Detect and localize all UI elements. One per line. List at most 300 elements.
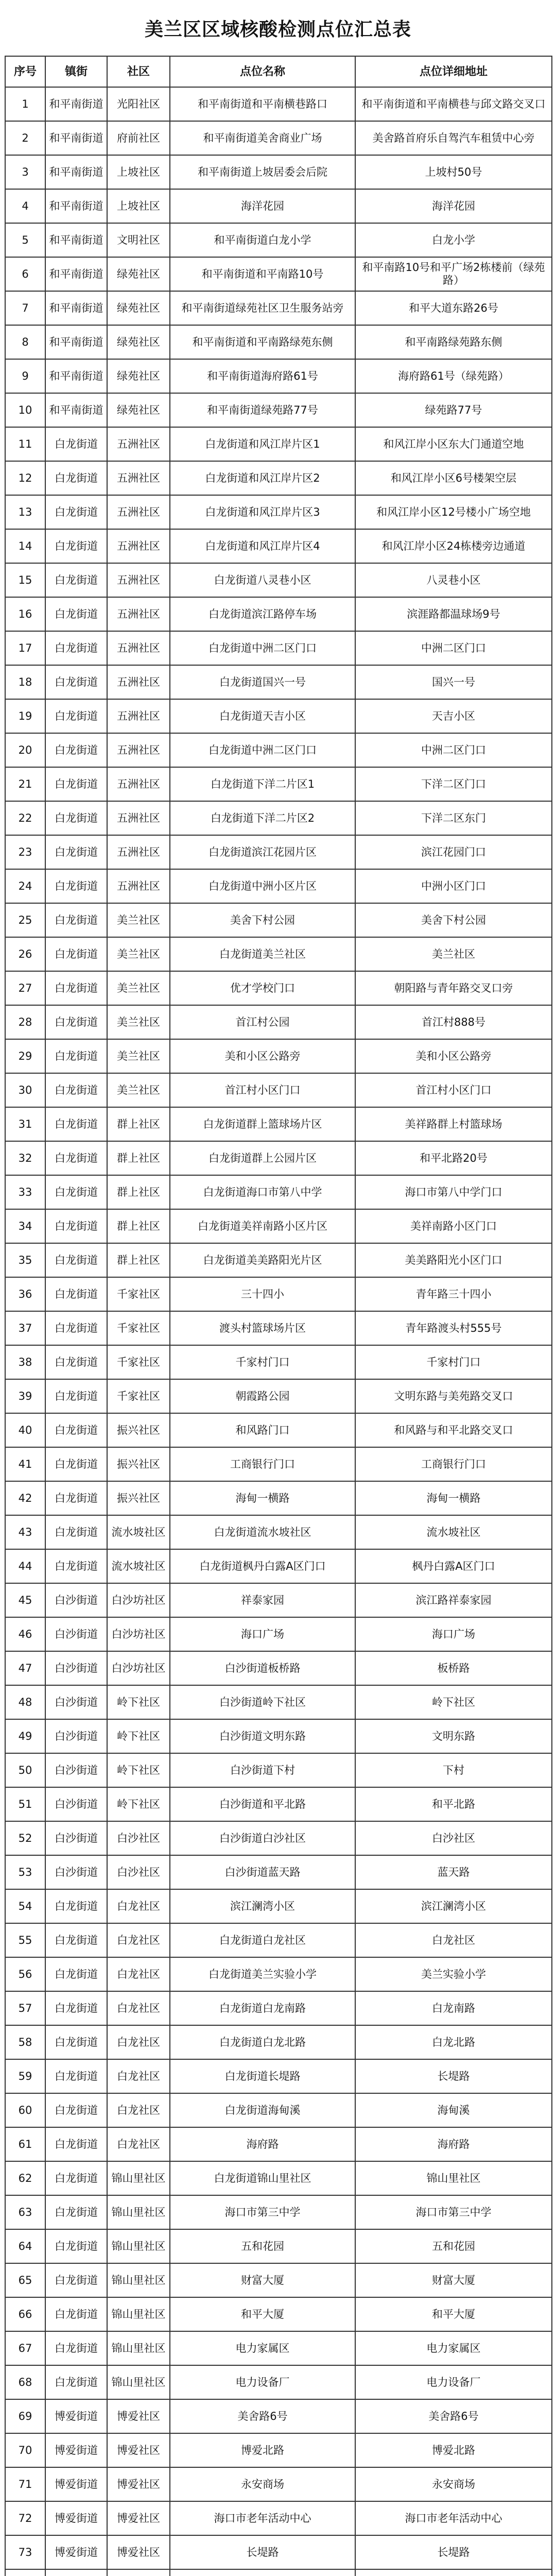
- row-subdistrict: 白沙街道: [45, 1787, 107, 1821]
- row-site-address: 上坡村50号: [355, 155, 552, 189]
- table-row: [5, 495, 552, 529]
- row-index: 18: [5, 665, 45, 699]
- row-index: 25: [5, 903, 45, 937]
- row-site-address: 白沙社区: [355, 1821, 552, 1855]
- table-row: [5, 1685, 552, 1719]
- row-site-name: 长堤路: [170, 2535, 355, 2569]
- row-index: 37: [5, 1311, 45, 1345]
- row-subdistrict: 白龙街道: [45, 1515, 107, 1549]
- table-row: [5, 529, 552, 563]
- row-site-name: 美舍下村公园: [170, 903, 355, 937]
- row-index: 14: [5, 529, 45, 563]
- row-index: 21: [5, 767, 45, 801]
- row-index: 20: [5, 733, 45, 767]
- row-index: 64: [5, 2229, 45, 2263]
- row-subdistrict: 白龙街道: [45, 427, 107, 461]
- row-site-address: 长堤路: [355, 2059, 552, 2093]
- row-site-name: 白龙街道国兴一号: [170, 665, 355, 699]
- row-site-name: 朝霞路公园: [170, 1379, 355, 1413]
- row-subdistrict: 白龙街道: [45, 2059, 107, 2093]
- row-subdistrict: 白龙街道: [45, 1957, 107, 1991]
- row-site-address: 和平南路绿苑路东侧: [355, 325, 552, 359]
- row-community: 府前社区: [107, 121, 170, 155]
- row-subdistrict: 白龙街道: [45, 1923, 107, 1957]
- table-row: [5, 2399, 552, 2433]
- row-community: 白沙坊社区: [107, 1617, 170, 1651]
- row-subdistrict: 白龙街道: [45, 631, 107, 665]
- row-subdistrict: 白龙街道: [45, 699, 107, 733]
- row-site-name: 美和小区公路旁: [170, 1039, 355, 1073]
- row-site-address: 白龙社区: [355, 1923, 552, 1957]
- row-community: 五洲社区: [107, 529, 170, 563]
- row-community: 五洲社区: [107, 767, 170, 801]
- row-subdistrict: 白龙街道: [45, 1549, 107, 1583]
- row-site-name: 白龙街道白龙社区: [170, 1923, 355, 1957]
- table-row: [5, 2195, 552, 2229]
- table-row: [5, 563, 552, 597]
- row-subdistrict: 白沙街道: [45, 1651, 107, 1685]
- table-row: [5, 2263, 552, 2297]
- row-subdistrict: 白龙街道: [45, 733, 107, 767]
- row-community: 博爱社区: [107, 2399, 170, 2433]
- row-site-address: 白龙南路: [355, 1991, 552, 2025]
- row-subdistrict: 白龙街道: [45, 1277, 107, 1311]
- row-subdistrict: 白龙街道: [45, 495, 107, 529]
- row-index: 32: [5, 1141, 45, 1175]
- row-index: 12: [5, 461, 45, 495]
- row-index: 33: [5, 1175, 45, 1209]
- row-site-address: 文明东路: [355, 1719, 552, 1753]
- row-subdistrict: 白龙街道: [45, 835, 107, 869]
- row-community: 美兰社区: [107, 1005, 170, 1039]
- row-site-name: 白龙街道和风江岸片区1: [170, 427, 355, 461]
- table-row: [5, 189, 552, 223]
- row-site-address: 和平南路10号和平广场2栋楼前（绿苑路）: [355, 257, 552, 291]
- row-subdistrict: 白龙街道: [45, 665, 107, 699]
- row-community: 白龙社区: [107, 1889, 170, 1923]
- row-site-name: 白龙街道中洲小区片区: [170, 869, 355, 903]
- row-site-name: [170, 2569, 355, 2576]
- row-community: 博爱社区: [107, 2467, 170, 2501]
- row-site-address: 美和小区公路旁: [355, 1039, 552, 1073]
- row-subdistrict: 白龙街道: [45, 529, 107, 563]
- row-index: 48: [5, 1685, 45, 1719]
- row-site-name: 白龙街道长堤路: [170, 2059, 355, 2093]
- row-site-name: 海府路: [170, 2127, 355, 2161]
- row-site-address: 和风江岸小区12号楼小广场空地: [355, 495, 552, 529]
- row-site-name: 白龙街道中洲二区门口: [170, 631, 355, 665]
- row-index: 13: [5, 495, 45, 529]
- row-subdistrict: 和平南街道: [45, 223, 107, 257]
- table-row: [5, 767, 552, 801]
- row-subdistrict: 白沙街道: [45, 1719, 107, 1753]
- row-site-name: 和平南街道白龙小学: [170, 223, 355, 257]
- row-subdistrict: 和平南街道: [45, 359, 107, 393]
- row-site-name: 白龙街道美兰社区: [170, 937, 355, 971]
- table-row: [5, 155, 552, 189]
- row-subdistrict: 和平南街道: [45, 155, 107, 189]
- row-site-name: 白沙街道蓝天路: [170, 1855, 355, 1889]
- row-site-address: 下洋二区东门: [355, 801, 552, 835]
- row-site-address: 首江村小区门口: [355, 1073, 552, 1107]
- row-subdistrict: 和平南街道: [45, 257, 107, 291]
- row-site-address: 中洲二区门口: [355, 733, 552, 767]
- table-row: [5, 2127, 552, 2161]
- row-index: 59: [5, 2059, 45, 2093]
- testing-sites-table: [5, 56, 552, 2576]
- row-index: 35: [5, 1243, 45, 1277]
- row-index: 69: [5, 2399, 45, 2433]
- row-index: 22: [5, 801, 45, 835]
- row-subdistrict: 白龙街道: [45, 1447, 107, 1481]
- row-subdistrict: 白龙街道: [45, 1991, 107, 2025]
- table-row: [5, 1651, 552, 1685]
- table-row: [5, 1583, 552, 1617]
- table-row: [5, 1243, 552, 1277]
- row-index: 70: [5, 2433, 45, 2467]
- row-subdistrict: 白龙街道: [45, 2195, 107, 2229]
- row-site-address: 和平大厦: [355, 2297, 552, 2331]
- table-row: [5, 1821, 552, 1855]
- table-row: [5, 1549, 552, 1583]
- row-index: 23: [5, 835, 45, 869]
- row-subdistrict: 白龙街道: [45, 1311, 107, 1345]
- page-title: 美兰区区域核酸检测点位汇总表: [144, 19, 411, 40]
- row-site-name: 三十四小: [170, 1277, 355, 1311]
- row-subdistrict: 白龙街道: [45, 903, 107, 937]
- row-subdistrict: 白龙街道: [45, 971, 107, 1005]
- row-site-address: 枫丹白露A区门口: [355, 1549, 552, 1583]
- row-index: 31: [5, 1107, 45, 1141]
- table-row: [5, 2059, 552, 2093]
- table-row: [5, 2025, 552, 2059]
- row-site-address: 蓝天路: [355, 1855, 552, 1889]
- row-subdistrict: 白龙街道: [45, 1413, 107, 1447]
- row-site-name: 白龙街道和风江岸片区4: [170, 529, 355, 563]
- table-row: [5, 1039, 552, 1073]
- table-row: [5, 121, 552, 155]
- row-community: 五洲社区: [107, 461, 170, 495]
- row-site-name: 白龙街道下洋二片区1: [170, 767, 355, 801]
- row-site-address: 长堤路: [355, 2535, 552, 2569]
- table-row: [5, 1005, 552, 1039]
- table-row: [5, 2093, 552, 2127]
- row-index: 50: [5, 1753, 45, 1787]
- row-site-address: 美舍下村公园: [355, 903, 552, 937]
- row-site-name: 白龙街道天吉小区: [170, 699, 355, 733]
- row-subdistrict: 博爱街道: [45, 2535, 107, 2569]
- row-index: 52: [5, 1821, 45, 1855]
- row-site-address: 海府路61号（绿苑路）: [355, 359, 552, 393]
- row-community: 五洲社区: [107, 801, 170, 835]
- table-row: [5, 1175, 552, 1209]
- row-site-address: 锦山里社区: [355, 2161, 552, 2195]
- row-site-address: 电力设备厂: [355, 2365, 552, 2399]
- row-subdistrict: 白龙街道: [45, 2297, 107, 2331]
- row-index: 38: [5, 1345, 45, 1379]
- row-subdistrict: 白沙街道: [45, 1855, 107, 1889]
- row-subdistrict: 博爱街道: [45, 2433, 107, 2467]
- table-row: [5, 1515, 552, 1549]
- row-site-address: 博爱北路: [355, 2433, 552, 2467]
- row-site-name: 白沙街道和平北路: [170, 1787, 355, 1821]
- table-row: [5, 869, 552, 903]
- table-row: [5, 1379, 552, 1413]
- row-site-address: 电力家属区: [355, 2331, 552, 2365]
- row-community: 美兰社区: [107, 903, 170, 937]
- row-index: 68: [5, 2365, 45, 2399]
- table-row: [5, 1957, 552, 1991]
- row-site-name: 白龙街道枫丹白露A区门口: [170, 1549, 355, 1583]
- row-subdistrict: 白龙街道: [45, 1005, 107, 1039]
- row-site-address: 和平北路20号: [355, 1141, 552, 1175]
- row-community: 博爱社区: [107, 2535, 170, 2569]
- row-site-address: 文明东路与美苑路交叉口: [355, 1379, 552, 1413]
- row-index: 3: [5, 155, 45, 189]
- row-subdistrict: 白龙街道: [45, 2093, 107, 2127]
- row-community: 锦山里社区: [107, 2365, 170, 2399]
- row-community: [107, 2569, 170, 2576]
- row-site-name: 白龙街道海口市第八中学: [170, 1175, 355, 1209]
- row-site-name: 和平南街道美舍商业广场: [170, 121, 355, 155]
- row-subdistrict: 白龙街道: [45, 2365, 107, 2399]
- row-index: 55: [5, 1923, 45, 1957]
- row-site-address: 滨江澜湾小区: [355, 1889, 552, 1923]
- table-row: [5, 2331, 552, 2365]
- table-row: [5, 1141, 552, 1175]
- row-site-name: 和平大厦: [170, 2297, 355, 2331]
- table-row: [5, 461, 552, 495]
- table-row: [5, 971, 552, 1005]
- row-subdistrict: 白龙街道: [45, 937, 107, 971]
- row-index: 7: [5, 291, 45, 325]
- row-index: 34: [5, 1209, 45, 1243]
- row-index: 4: [5, 189, 45, 223]
- row-index: 17: [5, 631, 45, 665]
- row-subdistrict: 白龙街道: [45, 1481, 107, 1515]
- row-site-name: 博爱北路: [170, 2433, 355, 2467]
- row-index: 40: [5, 1413, 45, 1447]
- table-row: [5, 1855, 552, 1889]
- row-site-name: 海口市第三中学: [170, 2195, 355, 2229]
- row-community: 白龙社区: [107, 2025, 170, 2059]
- row-site-address: 海甸一横路: [355, 1481, 552, 1515]
- table-row: [5, 2467, 552, 2501]
- row-site-name: 白龙街道滨江路停车场: [170, 597, 355, 631]
- table-row: [5, 257, 552, 291]
- table-row: [5, 631, 552, 665]
- row-subdistrict: 白龙街道: [45, 461, 107, 495]
- row-community: 振兴社区: [107, 1481, 170, 1515]
- row-site-address: 和平北路: [355, 1787, 552, 1821]
- row-site-name: 美舍路6号: [170, 2399, 355, 2433]
- row-site-name: 电力设备厂: [170, 2365, 355, 2399]
- row-site-address: [355, 2569, 552, 2576]
- row-index: 9: [5, 359, 45, 393]
- row-community: 五洲社区: [107, 869, 170, 903]
- row-index: 62: [5, 2161, 45, 2195]
- row-subdistrict: 白龙街道: [45, 2025, 107, 2059]
- row-community: 上坡社区: [107, 189, 170, 223]
- row-index: 53: [5, 1855, 45, 1889]
- row-community: 千家社区: [107, 1311, 170, 1345]
- row-subdistrict: 和平南街道: [45, 325, 107, 359]
- row-index: 2: [5, 121, 45, 155]
- row-site-name: 白龙街道美美路阳光片区: [170, 1243, 355, 1277]
- row-site-name: 电力家属区: [170, 2331, 355, 2365]
- row-site-name: 白龙街道群上篮球场片区: [170, 1107, 355, 1141]
- row-subdistrict: 白龙街道: [45, 2331, 107, 2365]
- row-community: 锦山里社区: [107, 2297, 170, 2331]
- row-site-address: 和风江岸小区24栋楼旁边通道: [355, 529, 552, 563]
- row-community: 绿苑社区: [107, 359, 170, 393]
- row-site-name: 和平南街道和平南路绿苑东侧: [170, 325, 355, 359]
- table-body: [5, 87, 552, 2576]
- row-index: 63: [5, 2195, 45, 2229]
- row-site-name: 渡头村篮球场片区: [170, 1311, 355, 1345]
- row-site-address: 美兰实验小学: [355, 1957, 552, 1991]
- row-community: 白龙社区: [107, 2093, 170, 2127]
- row-site-name: 和平南街道绿苑社区卫生服务站旁: [170, 291, 355, 325]
- row-subdistrict: 白龙街道: [45, 1379, 107, 1413]
- row-site-address: 海口市第八中学门口: [355, 1175, 552, 1209]
- row-index: 46: [5, 1617, 45, 1651]
- table-row: [5, 665, 552, 699]
- row-community: 五洲社区: [107, 427, 170, 461]
- table-row: [5, 733, 552, 767]
- table-row: [5, 393, 552, 427]
- row-subdistrict: 白龙街道: [45, 801, 107, 835]
- table-row: [5, 1447, 552, 1481]
- row-subdistrict: 白龙街道: [45, 2161, 107, 2195]
- row-index: 51: [5, 1787, 45, 1821]
- row-site-address: 海洋花园: [355, 189, 552, 223]
- row-community: 千家社区: [107, 1379, 170, 1413]
- row-subdistrict: 白龙街道: [45, 1345, 107, 1379]
- row-site-name: 白龙街道美兰实验小学: [170, 1957, 355, 1991]
- header-subdistrict: 镇街: [45, 56, 107, 87]
- table-row: [5, 1889, 552, 1923]
- row-site-name: 和平南街道上坡居委会后院: [170, 155, 355, 189]
- row-subdistrict: 和平南街道: [45, 393, 107, 427]
- table-row: [5, 1991, 552, 2025]
- row-community: 千家社区: [107, 1345, 170, 1379]
- row-community: 文明社区: [107, 223, 170, 257]
- table-header-row: [5, 56, 552, 87]
- row-site-address: 海甸溪: [355, 2093, 552, 2127]
- row-site-name: 白龙街道白龙北路: [170, 2025, 355, 2059]
- table-row: [5, 1413, 552, 1447]
- row-site-name: 白龙街道锦山里社区: [170, 2161, 355, 2195]
- row-community: 五洲社区: [107, 733, 170, 767]
- row-index: 6: [5, 257, 45, 291]
- row-subdistrict: 白龙街道: [45, 2127, 107, 2161]
- row-index: 56: [5, 1957, 45, 1991]
- row-community: 绿苑社区: [107, 393, 170, 427]
- row-site-address: 岭下社区: [355, 1685, 552, 1719]
- table-row: [5, 1753, 552, 1787]
- row-subdistrict: 白沙街道: [45, 1617, 107, 1651]
- table-row: [5, 1073, 552, 1107]
- table-row: [5, 1719, 552, 1753]
- row-index: 16: [5, 597, 45, 631]
- row-community: 美兰社区: [107, 937, 170, 971]
- table-row: [5, 1277, 552, 1311]
- row-subdistrict: 白沙街道: [45, 1583, 107, 1617]
- row-site-address: 和风路与和平北路交叉口: [355, 1413, 552, 1447]
- row-community: 振兴社区: [107, 1413, 170, 1447]
- row-site-address: 美舍路首府乐自驾汽车租赁中心旁: [355, 121, 552, 155]
- row-site-name: 和平南街道和平南横巷路口: [170, 87, 355, 121]
- row-site-address: 美舍路6号: [355, 2399, 552, 2433]
- row-community: 博爱社区: [107, 2501, 170, 2535]
- table-row: [5, 1617, 552, 1651]
- row-community: 上坡社区: [107, 155, 170, 189]
- row-index: 19: [5, 699, 45, 733]
- row-index: 36: [5, 1277, 45, 1311]
- row-index: 71: [5, 2467, 45, 2501]
- table-row: [5, 903, 552, 937]
- table-row: [5, 427, 552, 461]
- table-row: [5, 1787, 552, 1821]
- row-community: 锦山里社区: [107, 2263, 170, 2297]
- row-site-address: 财富大厦: [355, 2263, 552, 2297]
- row-index: 66: [5, 2297, 45, 2331]
- row-community: 白沙社区: [107, 1855, 170, 1889]
- row-community: 绿苑社区: [107, 325, 170, 359]
- row-index: 11: [5, 427, 45, 461]
- row-site-address: 海口市老年活动中心: [355, 2501, 552, 2535]
- row-community: 锦山里社区: [107, 2161, 170, 2195]
- row-site-name: 优才学校门口: [170, 971, 355, 1005]
- table-row: [5, 291, 552, 325]
- row-community: 千家社区: [107, 1277, 170, 1311]
- row-site-address: 青年路三十四小: [355, 1277, 552, 1311]
- row-subdistrict: 白龙街道: [45, 1175, 107, 1209]
- row-site-address: 和风江岸小区东大门通道空地: [355, 427, 552, 461]
- row-site-address: 和平大道东路26号: [355, 291, 552, 325]
- row-site-name: 工商银行门口: [170, 1447, 355, 1481]
- row-community: 白沙坊社区: [107, 1583, 170, 1617]
- row-subdistrict: 白沙街道: [45, 1685, 107, 1719]
- row-community: 五洲社区: [107, 495, 170, 529]
- table-row: [5, 937, 552, 971]
- row-site-address: 滨江路祥泰家园: [355, 1583, 552, 1617]
- row-community: 锦山里社区: [107, 2331, 170, 2365]
- row-community: 振兴社区: [107, 1447, 170, 1481]
- row-site-name: 首江村公园: [170, 1005, 355, 1039]
- row-site-address: 美祥路群上村篮球场: [355, 1107, 552, 1141]
- header-community: 社区: [107, 56, 170, 87]
- table-row: [5, 597, 552, 631]
- row-community: 流水坡社区: [107, 1515, 170, 1549]
- row-site-name: 千家村门口: [170, 1345, 355, 1379]
- row-site-name: 白沙街道岭下社区: [170, 1685, 355, 1719]
- header-site-address: 点位详细地址: [355, 56, 552, 87]
- row-site-name: 和平南街道绿苑路77号: [170, 393, 355, 427]
- row-subdistrict: 白龙街道: [45, 2229, 107, 2263]
- row-community: 锦山里社区: [107, 2229, 170, 2263]
- row-community: 光阳社区: [107, 87, 170, 121]
- row-community: 岭下社区: [107, 1753, 170, 1787]
- row-index: 10: [5, 393, 45, 427]
- row-site-name: 首江村小区门口: [170, 1073, 355, 1107]
- row-community: 岭下社区: [107, 1719, 170, 1753]
- row-community: 群上社区: [107, 1243, 170, 1277]
- row-subdistrict: 白龙街道: [45, 1209, 107, 1243]
- row-index: 72: [5, 2501, 45, 2535]
- row-site-name: 白龙街道群上公园片区: [170, 1141, 355, 1175]
